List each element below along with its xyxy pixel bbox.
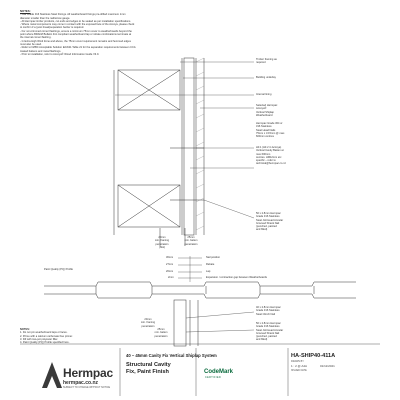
callout-batten: H3.1 (H3.2 in Accoya) Vertical Cavity Batten at max 600mm centres. HM12mm etc specific – refer to technical@hermpac.co.nz: [256, 146, 286, 166]
weatherboard-hatch: [196, 58, 204, 230]
note-line: diameter smaller than the nail/screw gauge.: [20, 16, 71, 20]
dim-30mm: 30mm: [166, 256, 174, 259]
brand-name: Hermpac: [63, 366, 113, 380]
callout-internal-lining: Internal lining: [256, 93, 272, 96]
profile-dims: [178, 256, 202, 282]
note-line: - In Extra High Wind Zone and above, the 75mm cover requirement remains and hemmed edges: [20, 39, 131, 43]
note-line: treated battens and metal flashings.: [20, 49, 62, 53]
cavity-batten: [184, 58, 194, 235]
leader-lines: [115, 62, 254, 218]
callout-hermpac-grade: Hermpac Grade 304 or 316 Stainless Steel Head Nails 75mm x 3.15mm @ max. 600mm centres: [256, 122, 286, 139]
note-line: - For non-trimmed corner flashings, ensure a minimum 75mm cover to weatherboards beyond the: [20, 29, 132, 33]
drawing-subtitle-1: Structural Cavity: [126, 362, 171, 368]
brand-website: hermpac.co.nz: [63, 380, 99, 386]
drawing-revision: A: [305, 364, 308, 368]
dim-framing-penetration: 20mm min. framing penetration (Slot): [154, 236, 170, 249]
label-expansion-gap: Expansion / contraction gap between Weatherboards: [206, 276, 267, 279]
dim-batten-penetration: 25mm min. batten penetration: [184, 236, 198, 246]
profile-top-edge: [44, 282, 356, 286]
drawing-scale: 1 : 2 @ A4: [291, 364, 306, 368]
note-line: - Where metal components may come in contact with the exposed face of the Accoya, please check: [20, 23, 135, 27]
callout-fixing-40: 40 x 2.8mm Hermpac Grade 316 Stainless Steel Clinch Nail: [256, 306, 281, 316]
drawn-by-label: DRAWN BY: [291, 360, 304, 363]
drawing-title: 40 – 45mm Cavity Fix Vertical Shiplap System: [126, 353, 217, 358]
note-line: - Prior to installation, refer to Accoya® Wood Information Guide V3.9.: [20, 52, 100, 56]
dim-2mm: 2mm: [168, 276, 174, 279]
callout-fixing-50: 50 x 2.8mm Hermpac Grade 316 Stainless Steel Jolt Head Annular Grooved Shank Nail (punched, painted and filled): [256, 212, 284, 232]
note-line: - All Hermpac timber products, cut ends and edges to be sealed as per installation specifications.: [20, 19, 132, 23]
bottom-notes-heading: NOTES:: [20, 328, 30, 331]
lower-detail: [174, 300, 254, 346]
profile-label: Paint Quality (PQ) Profile: [44, 268, 73, 271]
callout-selected-hermpac: Selected Hermpac Accoya® Vertical Shiplap Weatherboard: [256, 104, 278, 117]
shiplap-profile: [44, 282, 356, 298]
bottom-notes: NOTES: 1. Do not pin weatherboard laps or faces. 2. Prime with a calcium carbonate free primer. 3. Fill with two-pot polyester filler. 4. Paint Quality (PQ) Profile specified here.: [20, 328, 110, 344]
hermpac-logo-icon: [42, 362, 62, 388]
drawing-status: ISSUED DATE: [291, 369, 307, 372]
label-nail-position: Nail position: [206, 256, 221, 259]
dim-batten-penetration-2: 25mm min. batten penetration: [154, 328, 168, 338]
codemark-wordmark: CodeMark: [204, 369, 234, 375]
brand-tagline: SUBJECT TO CHANGE WITHOUT NOTICE: [63, 386, 111, 389]
dim-27mm: 27mm: [166, 263, 174, 266]
note-line: must also be used.: [20, 42, 42, 46]
vertical-section: [114, 58, 204, 246]
label-lap: Lap: [206, 270, 211, 273]
dim-20mm: 20mm: [166, 270, 174, 273]
callout-timber-framing: Timber framing as required: [256, 58, 277, 65]
note-line: point where BRANZ Bulletin 411 compliant weatherboard lap or rebate combinations terminate at: [20, 33, 132, 37]
callout-building-underlay: Building underlay: [256, 76, 276, 79]
profile-bottom-edge: [44, 294, 356, 298]
dim-framing-penetration-2: 20mm min. framing penetration: [140, 318, 156, 328]
lower-batten: [174, 300, 186, 346]
drawing-date: 01/11/2021: [320, 364, 335, 368]
note-line: to confirm if a (post break)separation barrier is required.: [20, 26, 85, 30]
note-line: the internal corner flashing.: [20, 36, 52, 40]
drawing-number: HA-SHIP40-411A: [291, 353, 336, 359]
label-rebate: Rebate: [206, 263, 215, 266]
note-line: - Refer to NZBC Acceptable Solution E2/AS1 Table 21 for the separation requirements between CCA: [20, 46, 136, 50]
callout-fixing-50b: 50 x 2.8mm Hermpac Grade 316 Stainless Steel Jolt Head Annular Grooved Shank Nail (punched, painted and filled): [256, 322, 284, 342]
drawing-subtitle-2: Fix, Paint Finish: [126, 369, 169, 375]
codemark-subtext: CERTIFIED: [205, 376, 222, 379]
notes-heading: NOTES:: [20, 9, 31, 13]
note-line: - Use Grade 316 Stainless Steel Fixings. All weatherboard fixings pre-drilled maximum 1mm: [20, 13, 126, 17]
notes-block: [20, 10, 280, 56]
